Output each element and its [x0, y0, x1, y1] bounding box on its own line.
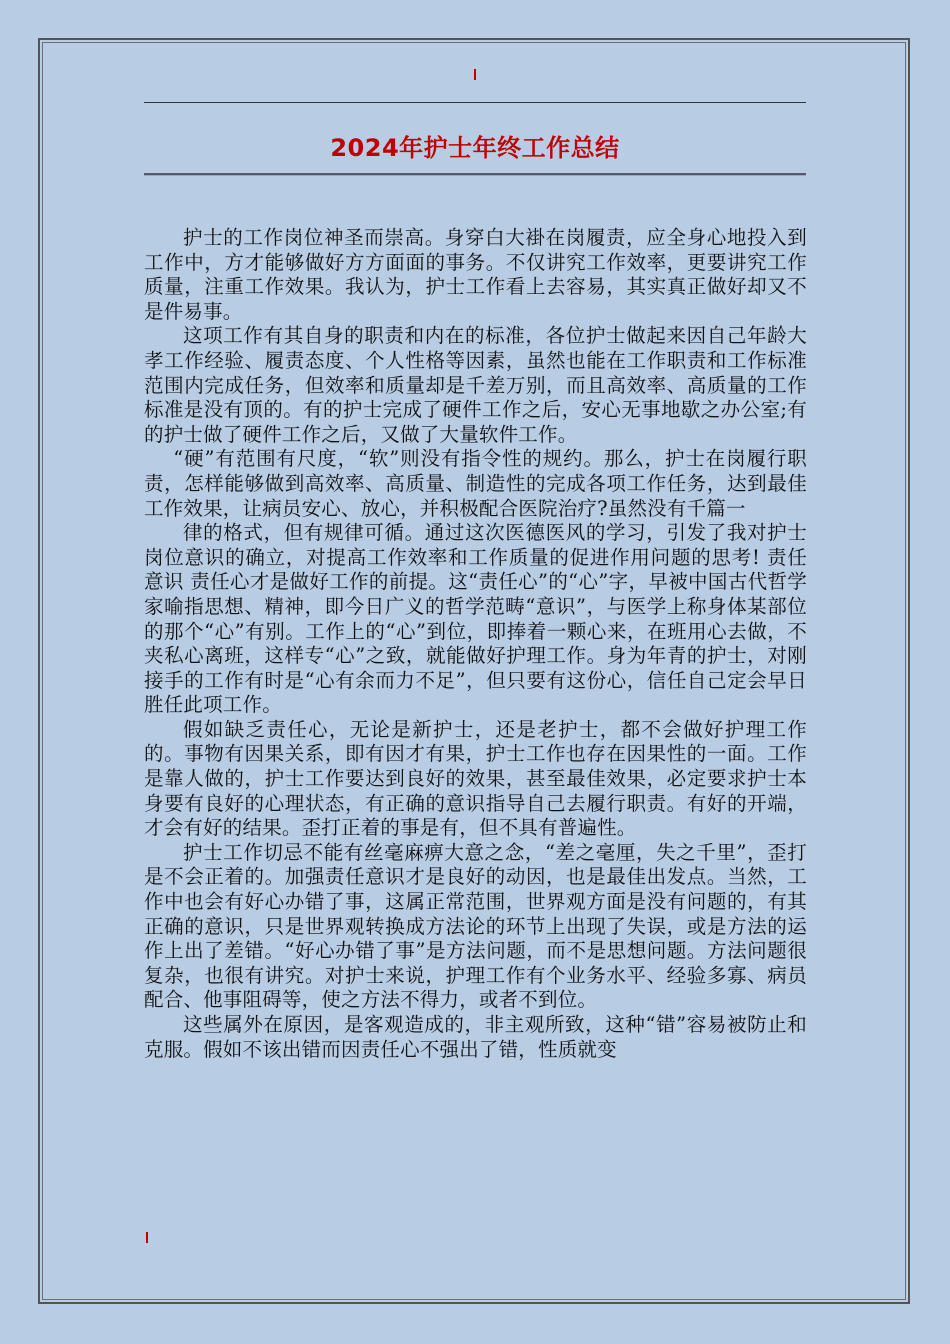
- paragraph: 这项工作有其自身的职责和内在的标准，各位护士做起来因自己年龄大孝工作经验、履责态度、个人性格等因素，虽然也能在工作职责和工作标准范围内完成任务，但效率和质量却是千差万别，而且高效率、高质量的工作标准是没有顶的。有的护士完成了硬件工作之后，安心无事地歇之办公室;有的护士做了硬件工作之后，又做了大量软件工作。: [144, 324, 807, 446]
- header-rule: [144, 102, 806, 103]
- title-underline: [144, 173, 806, 175]
- paragraph: 假如缺乏责任心，无论是新护士，还是老护士，都不会做好护理工作的。事物有因果关系，即有因才有果，护士工作也存在因果性的一面。工作是靠人做的，护士工作要达到良好的效果，甚至最佳效果，必定要求护士本身要有良好的心理状态，有正确的意识指导自己去履行职责。有好的开端，才会有好的结果。歪打正着的事是有，但不具有普遍性。: [144, 717, 807, 840]
- footer-mark: [146, 1232, 148, 1243]
- paragraph: 这些属外在原因，是客观造成的，非主观所致，这种“错”容易被防止和克服。假如不该出错而因责任心不强出了错，性质就变: [144, 1013, 807, 1061]
- paragraph: 护士工作切忌不能有丝毫麻痹大意之念，“差之毫厘，失之千里”，歪打是不会正着的。加强责任意识才是良好的动因，也是最佳出发点。当然，工作中也会有好心办错了事，这属正常范围，世界观方面是没有问题的，有其正确的意识，只是世界观转换成方法论的环节上出现了失误，或是方法的运作上出了差错。“好心办错了事”是方法问题，而不是思想问题。方法问题很复杂，也很有讲究。对护士来说，护理工作有个业务水平、经验多寡、病员配合、他事阻碍等，使之方法不得力，或者不到位。: [144, 840, 807, 1012]
- document-body: [144, 226, 807, 1062]
- header-mark: [474, 69, 476, 80]
- paragraph: 护士的工作岗位神圣而崇高。身穿白大褂在岗履责，应全身心地投入到工作中，方才能够做好方方面面的事务。不仅讲究工作效率，更要讲究工作质量，注重工作效果。我认为，护士工作看上去容易，其实真正做好却又不是件易事。: [144, 226, 807, 323]
- paragraph: 律的格式，但有规律可循。通过这次医德医风的学习，引发了我对护士岗位意识的确立，对提高工作效率和工作质量的促进作用问题的思考! 责任意识 责任心才是做好工作的前提。这“责任心”的“心”字，早被中国古代哲学家喻指思想、精神，即今日广义的哲学范畴“意识”，与医学上称身体某部位的那个“心”有别。工作上的“心”到位，即捧着一颗心来，在班用心去做，不夹私心离班，这样专“心”之致，就能做好护理工作。身为年青的护士，对刚接手的工作有时是“心有余而力不足”，但只要有这份心，信任自己定会早日胜任此项工作。: [144, 521, 807, 717]
- document-title: 2024年护士年终工作总结: [330, 134, 620, 162]
- paragraph: “硬”有范围有尺度，“软”则没有指令性的规约。那么，护士在岗履行职责，怎样能够做到高效率、高质量、制造性的完成各项工作任务，达到最佳工作效果，让病员安心、放心，并积极配合医院治疗?虽然没有千篇一: [144, 447, 807, 520]
